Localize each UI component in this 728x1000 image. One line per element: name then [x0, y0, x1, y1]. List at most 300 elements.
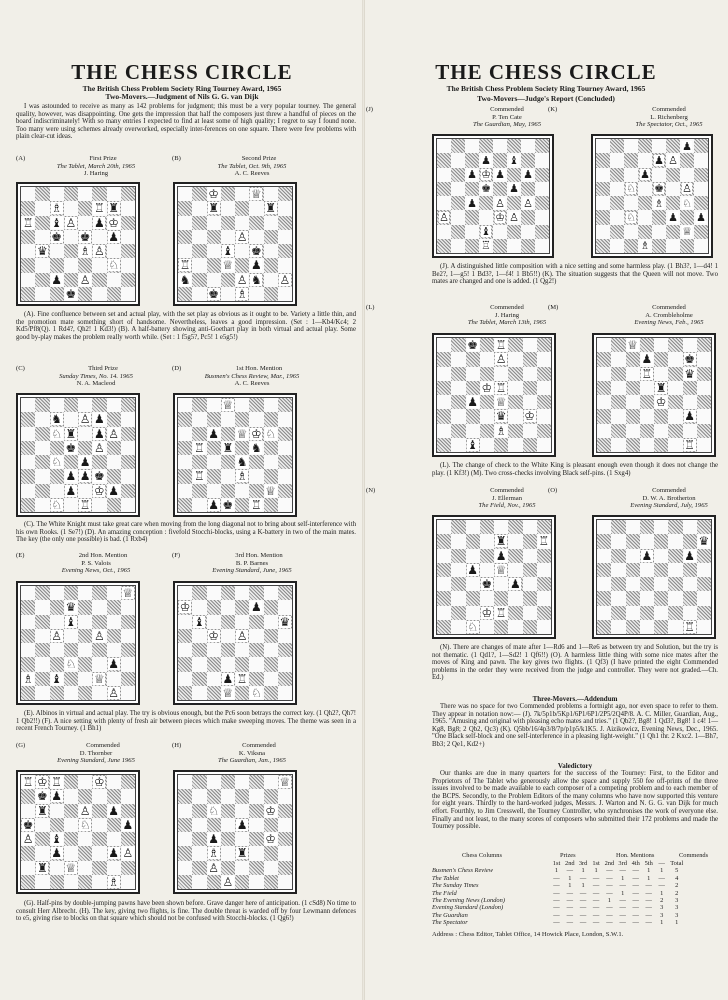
board-square: [178, 427, 192, 441]
table-cell: 2: [675, 889, 679, 897]
table-cell: 3: [660, 904, 664, 912]
black-pawn-icon: ♟: [51, 272, 62, 287]
board-square: [278, 187, 292, 201]
board-square: [121, 201, 135, 215]
black-rook-icon: ♜: [65, 426, 77, 441]
board-square: [668, 338, 682, 352]
table-cell: —: [606, 919, 613, 927]
board-square: [207, 455, 221, 469]
intro-text: I was astounded to receive as many as 142 problems for judgment; this must be a very popular tourney. The general quality, however, was disappointing. One gets the impression that half the composers just threw a handful of pieces on the board indiscriminately! With so many entries I expected to find at least some of high quality; I regret to say I found none. Too many were using schemes already overworked, especially inter-ferences on one square. There were few problems with plain clear-cut ideas.: [16, 103, 356, 141]
board-square: [207, 672, 221, 686]
board-square: [480, 606, 494, 620]
board-square: [694, 196, 708, 210]
board-square: [249, 686, 263, 700]
board-square: [178, 398, 192, 412]
board-square: [697, 606, 711, 620]
board-square: [178, 657, 192, 671]
board-square: [50, 398, 64, 412]
board-square: [654, 606, 668, 620]
board-square: [466, 549, 480, 563]
board-square: [597, 424, 611, 438]
board-square: [264, 398, 278, 412]
black-pawn-icon: ♟: [467, 395, 478, 410]
board-square: [235, 427, 249, 441]
board-square: [249, 484, 263, 498]
board-square: [178, 201, 192, 215]
board-square: [221, 804, 235, 818]
board-square: [92, 187, 106, 201]
board-square: [597, 549, 611, 563]
board-square: [597, 338, 611, 352]
board-square: [50, 230, 64, 244]
board-square: [640, 367, 654, 381]
board-square: [640, 338, 654, 352]
board-square: [437, 520, 451, 534]
addendum-text: There was no space for two Commended problems a fortnight ago, nor even space to refer to them. They appear in notation now:— (J). 7k/5p1b/5Kp1/6P1/6P1/2P5/2Q4P/8. A. C. Miller, Guardian, Aug., 1965. "Amusing and original with pleasing echo mates and tries." (1 Qb2?, Bg8! 1 Qd3?, Bg8! 1 c4! 1—Kg8, Bg8; 2 Qb2, Qc3) (K). Q5bb/16/4p3/8/7p/p1p5/k1K5. J. Aizikowicz, Evening News, Dec., 1965. "One Black self-block and one self-interference in a pleasing light-weight." (1 Qh1 thr. 2 Kxc2. 1—Bh7, Bb3; 2 Qe1, Kd2+): [432, 703, 718, 748]
board-square: [508, 591, 522, 605]
black-king-icon: ♚: [467, 338, 478, 353]
board-square: [235, 686, 249, 700]
table-cell: —: [632, 904, 639, 912]
board-square: [50, 861, 64, 875]
board-square: [121, 441, 135, 455]
board-square: [264, 441, 278, 455]
board-square: [480, 367, 494, 381]
board-square: [652, 153, 666, 167]
table-header-cell: 3rd: [578, 860, 588, 867]
table-cell: —: [632, 874, 639, 882]
board-square: [121, 875, 135, 889]
board-square: [64, 672, 78, 686]
board-square: [107, 875, 121, 889]
board-square: [437, 409, 451, 423]
table-header-cell: [430, 860, 550, 867]
white-rook-icon: ♖: [193, 440, 205, 455]
board-square: [521, 225, 535, 239]
board-square: [178, 861, 192, 875]
board-square: [78, 804, 92, 818]
board-square: [523, 424, 537, 438]
board-square: [92, 441, 106, 455]
board-square: [523, 352, 537, 366]
board-square: [207, 427, 221, 441]
board-square: [683, 563, 697, 577]
problem-label-j: (J) Commended P. Ten Cate The Guardian, May, 1965: [366, 106, 542, 128]
black-pawn-icon: ♟: [495, 548, 507, 563]
board-square: [78, 629, 92, 643]
table-cell: —: [566, 889, 573, 897]
board-square: [21, 187, 35, 201]
board-square: [35, 273, 49, 287]
table-cell: —: [553, 911, 560, 919]
black-knight-icon: ♞: [250, 440, 262, 455]
table-cell: —: [553, 919, 560, 927]
board-square: [21, 686, 35, 700]
board-square: [697, 367, 711, 381]
board-square: [640, 563, 654, 577]
board-square: [437, 395, 451, 409]
board-square: [107, 657, 121, 671]
board-square: [192, 427, 206, 441]
board-square: [466, 338, 480, 352]
board-square: [235, 287, 249, 301]
board-square: [178, 244, 192, 258]
white-king-icon: ♔: [655, 395, 667, 410]
board-square: [21, 216, 35, 230]
board-square: [192, 484, 206, 498]
board-square: [221, 643, 235, 657]
board-square: [278, 230, 292, 244]
black-pawn-icon: ♟: [236, 817, 248, 832]
board-square: [207, 287, 221, 301]
board-square: [654, 620, 668, 634]
board-square: [493, 168, 507, 182]
board-square: [264, 427, 278, 441]
board-square: [493, 210, 507, 224]
board-square: [50, 846, 64, 860]
board-square: [626, 352, 640, 366]
board-square: [694, 168, 708, 182]
board-square: [64, 875, 78, 889]
table-cell: —: [553, 874, 560, 882]
board-square: [694, 139, 708, 153]
black-rook-icon: ♜: [655, 380, 667, 395]
board-square: [35, 287, 49, 301]
board-square: [278, 287, 292, 301]
table-cell: 3: [675, 904, 679, 912]
board-square: [192, 586, 206, 600]
black-pawn-icon: ♟: [668, 210, 678, 224]
board-square: [278, 398, 292, 412]
table-cell: 1: [581, 867, 585, 875]
board-square: [264, 455, 278, 469]
black-pawn-icon: ♟: [108, 657, 119, 672]
board-square: [640, 352, 654, 366]
board-square: [697, 534, 711, 548]
board-square: [107, 469, 121, 483]
board-square: [683, 438, 697, 452]
board-square: [35, 216, 49, 230]
table-cell: 2: [675, 882, 679, 890]
board-square: [207, 686, 221, 700]
board-square: [107, 629, 121, 643]
board-square: [465, 153, 479, 167]
board-square: [597, 367, 611, 381]
board-square: [64, 789, 78, 803]
table-cell: —: [592, 874, 600, 882]
black-bishop-icon: ♝: [51, 215, 62, 230]
board-square: [107, 672, 121, 686]
board-square: [465, 168, 479, 182]
board-square: [654, 577, 668, 591]
board-square: [121, 469, 135, 483]
board-square: [21, 469, 35, 483]
white-queen-icon: ♕: [495, 395, 507, 410]
white-rook-icon: ♖: [538, 534, 550, 549]
black-king-icon: ♚: [481, 577, 493, 592]
board-square: [597, 591, 611, 605]
board-square: [611, 367, 625, 381]
board-square: [437, 424, 451, 438]
board-square: [626, 620, 640, 634]
subtitle: Two-Movers.—Judgment of Nils G. G. van Dijk: [105, 92, 259, 101]
board-square: [221, 201, 235, 215]
board-square: [537, 381, 551, 395]
board-square: [437, 577, 451, 591]
board-square: [192, 846, 206, 860]
board-square: [523, 577, 537, 591]
board-square: [249, 427, 263, 441]
board-square: [537, 606, 551, 620]
board-square: [121, 498, 135, 512]
board-square: [78, 244, 92, 258]
board-square: [611, 591, 625, 605]
black-king-icon: ♚: [93, 469, 105, 484]
board-square: [249, 804, 263, 818]
table-header-cell: Total: [670, 860, 684, 867]
white-rook-icon: ♖: [684, 437, 695, 452]
board-square: [278, 258, 292, 272]
board-square: [178, 832, 192, 846]
board-square: [494, 591, 508, 605]
board-square: [207, 875, 221, 889]
board-square: [508, 352, 522, 366]
board-square: [92, 789, 106, 803]
white-knight-icon: ♘: [250, 685, 262, 700]
board-square: [107, 600, 121, 614]
board-square: [121, 600, 135, 614]
white-queen-icon: ♕: [495, 562, 507, 577]
table-cell: 3: [660, 911, 664, 919]
board-square: [626, 606, 640, 620]
board-square: [50, 629, 64, 643]
board-square: [480, 395, 494, 409]
black-pawn-icon: ♟: [684, 548, 695, 563]
board-square: [107, 455, 121, 469]
board-square: [221, 484, 235, 498]
board-square: [78, 258, 92, 272]
white-rook-icon: ♖: [495, 338, 507, 353]
board-square: [610, 196, 624, 210]
awards-table: [430, 860, 685, 927]
board-square: [178, 875, 192, 889]
board-square: [494, 338, 508, 352]
board-square: [508, 563, 522, 577]
board-square: [668, 620, 682, 634]
board-square: [121, 244, 135, 258]
board-square: [683, 606, 697, 620]
black-rook-icon: ♜: [222, 440, 234, 455]
table-cell: —: [645, 911, 652, 919]
board-square: [78, 818, 92, 832]
board-square: [451, 620, 465, 634]
board-square: [264, 273, 278, 287]
board-square: [451, 606, 465, 620]
black-king-icon: ♚: [22, 817, 34, 832]
board-square: [21, 875, 35, 889]
black-rook-icon: ♜: [108, 201, 119, 216]
white-queen-icon: ♕: [250, 187, 262, 202]
board-square: [480, 534, 494, 548]
board-square: [78, 287, 92, 301]
board-square: [278, 846, 292, 860]
board-square: [192, 775, 206, 789]
white-pawn-icon: ♙: [79, 803, 91, 818]
black-pawn-icon: ♟: [654, 153, 664, 167]
board-square: [480, 438, 494, 452]
table-cell: —: [606, 904, 613, 912]
board-square: [523, 409, 537, 423]
board-square: [668, 395, 682, 409]
table-cell: 1: [594, 867, 598, 875]
table-cell: 1: [647, 874, 651, 882]
board-square: [537, 577, 551, 591]
black-pawn-icon: ♟: [222, 671, 234, 686]
white-knight-icon: ♘: [467, 619, 478, 634]
board-square: [437, 168, 451, 182]
board-square: [35, 875, 49, 889]
board-square: [624, 239, 638, 253]
table-cell: —: [553, 897, 560, 905]
board-square: [221, 686, 235, 700]
board-square: [50, 643, 64, 657]
white-pawn-icon: ♙: [668, 153, 678, 167]
board-square: [107, 230, 121, 244]
table-cell: 3: [675, 897, 679, 905]
board-square: [35, 832, 49, 846]
board-square: [92, 412, 106, 426]
board-square: [523, 606, 537, 620]
board-square: [611, 577, 625, 591]
board-square: [192, 412, 206, 426]
table-header-cell: —: [658, 860, 665, 867]
black-queen-icon: ♛: [495, 409, 507, 424]
board-square: [249, 600, 263, 614]
comment-gh: (G). Half-pins by double-jumping pawns have been shown before. Grave danger here of anticipation. (1 cSd8) No time to consult Herr Albrecht. (H). The key, giving two flights, is fine. The double threat is warded off by four Lewmann defences to e5, giving rise to blocks on that square which should not be confused with Stocchi-blocks. (1 Qg6!): [16, 900, 356, 923]
board-square: [235, 586, 249, 600]
board-square: [666, 196, 680, 210]
board-square: [64, 818, 78, 832]
board-square: [278, 643, 292, 657]
white-rook-icon: ♖: [193, 469, 205, 484]
board-square: [494, 606, 508, 620]
board-square: [597, 534, 611, 548]
board-square: [537, 352, 551, 366]
board-square: [35, 657, 49, 671]
board-square: [654, 549, 668, 563]
table-cell: —: [592, 904, 600, 912]
black-pawn-icon: ♟: [51, 846, 62, 861]
table-cell: 1: [660, 919, 664, 927]
white-queen-icon: ♕: [222, 685, 234, 700]
board-square: [64, 804, 78, 818]
table-header-cell: 2nd: [604, 860, 615, 867]
white-pawn-icon: ♙: [108, 685, 119, 700]
board-square: [78, 861, 92, 875]
board-square: [249, 244, 263, 258]
board-square: [640, 620, 654, 634]
subtitle: Two-Movers—Judge's Report (Concluded): [477, 94, 615, 103]
board-square: [235, 455, 249, 469]
board-square: [278, 615, 292, 629]
board-square: [235, 216, 249, 230]
board-square: [507, 210, 521, 224]
board-square: [249, 455, 263, 469]
white-king-icon: ♔: [93, 483, 105, 498]
board-square: [235, 498, 249, 512]
board-square: [508, 438, 522, 452]
board-square: [465, 139, 479, 153]
board-square: [278, 789, 292, 803]
table-cell: —: [619, 919, 626, 927]
board-square: [683, 381, 697, 395]
board-square: [221, 875, 235, 889]
board-square: [683, 352, 697, 366]
black-king-icon: ♚: [65, 286, 77, 301]
board-square: [278, 216, 292, 230]
board-square: [249, 629, 263, 643]
board-square: [178, 804, 192, 818]
board-square: [480, 381, 494, 395]
board-square: [465, 210, 479, 224]
black-pawn-icon: ♟: [509, 577, 521, 592]
board-square: [480, 424, 494, 438]
table-cell-column-name: Busmen's Chess Review: [432, 867, 494, 875]
board-square: [479, 210, 493, 224]
white-knight-icon: ♘: [208, 803, 219, 818]
black-queen-icon: ♛: [36, 244, 48, 259]
table-cell: —: [606, 874, 613, 882]
board-square: [466, 606, 480, 620]
board-square: [235, 398, 249, 412]
board-square: [654, 520, 668, 534]
table-group-hon: Hon. Mentions: [616, 852, 655, 859]
board-square: [92, 846, 106, 860]
board-square: [21, 672, 35, 686]
board-square: [668, 606, 682, 620]
board-square: [64, 643, 78, 657]
board-square: [624, 168, 638, 182]
board-square: [652, 139, 666, 153]
board-square: [278, 600, 292, 614]
board-square: [207, 832, 221, 846]
problem-label-h: (H) Commended K. Viksna The Guardian, Jan., 1965: [172, 742, 286, 764]
board-square: [178, 412, 192, 426]
white-pawn-icon: ♙: [93, 628, 105, 643]
board-square: [537, 438, 551, 452]
board-square: [121, 643, 135, 657]
board-square: [523, 367, 537, 381]
white-queen-icon: ♕: [222, 258, 234, 273]
board-square: [50, 657, 64, 671]
board-square: [610, 182, 624, 196]
board-square: [78, 216, 92, 230]
white-bishop-icon: ♗: [654, 196, 664, 210]
white-rook-icon: ♖: [495, 380, 507, 395]
board-square: [249, 775, 263, 789]
table-cell: —: [632, 867, 639, 875]
board-square: [121, 818, 135, 832]
problem-label-m: (M) Commended A. Crombleholme Evening News, Feb., 1965: [548, 304, 704, 326]
board-square: [92, 398, 106, 412]
board-square: [207, 258, 221, 272]
board-square: [278, 469, 292, 483]
board-square: [50, 818, 64, 832]
board-square: [494, 367, 508, 381]
board-square: [64, 775, 78, 789]
table-cell: —: [592, 911, 600, 919]
board-square: [264, 861, 278, 875]
